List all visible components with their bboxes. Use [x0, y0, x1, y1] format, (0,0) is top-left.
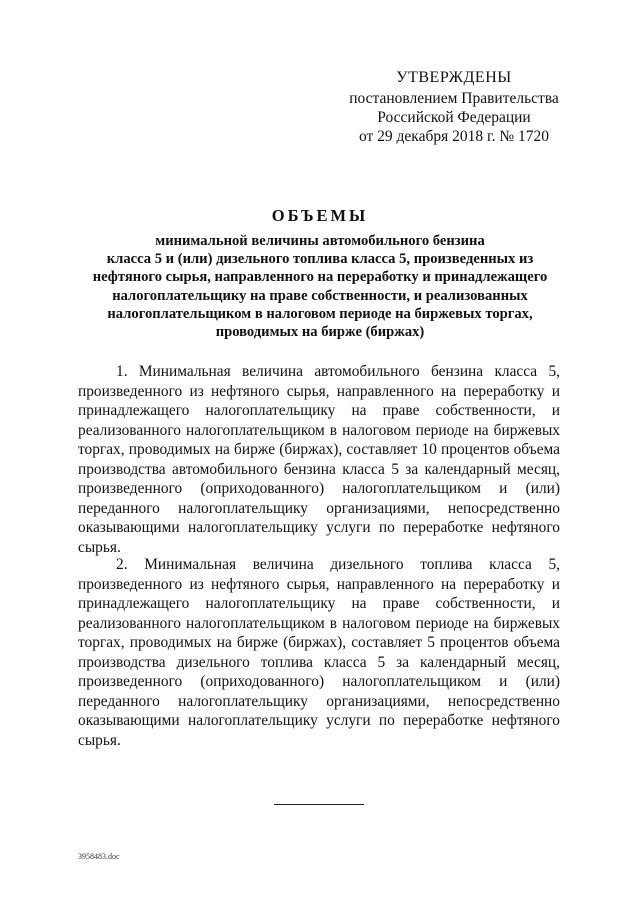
approval-line: постановлением Правительства — [349, 90, 559, 107]
paragraph-line: произведенного (оприходованного) налогоплательщиком и (или) — [78, 480, 560, 497]
end-divider — [274, 804, 364, 805]
subtitle-line: налогоплательщиком в налоговом периоде на биржевых торгах, — [107, 305, 533, 322]
paragraph-line: реализованного налогоплательщиком в налоговом периоде на биржевых — [78, 614, 560, 632]
approval-heading: УТВЕРЖДЕНЫ — [396, 69, 512, 86]
approval-line: Российской Федерации — [377, 109, 531, 126]
subtitle-line: нефтяного сырья, направленного на переработку и принадлежащего — [92, 269, 548, 286]
document-subtitle — [70, 232, 570, 341]
paragraph-line: оказывающими налогоплательщику услуги по переработке нефтяного — [78, 519, 560, 536]
subtitle-line: проводимых на бирже (биржах) — [215, 324, 425, 341]
paragraph-line: 2. Минимальная величина дизельного топлива класса 5, — [116, 556, 560, 573]
paragraph-line: торгах, проводимых на бирже (биржах), составляет 10 процентов объема — [78, 441, 560, 458]
subtitle-line: налогоплательщику на праве собственности, и реализованных — [112, 287, 528, 304]
approval-date-number: от 29 декабря 2018 г. № 1720 — [358, 128, 550, 145]
paragraph-line: сырья. — [78, 538, 121, 556]
subtitle-line: класса 5 и (или) дизельного топлива класса 5, произведенных из — [106, 251, 534, 268]
paragraph-line: 1. Минимальная величина автомобильного бензина класса 5, — [116, 363, 560, 380]
paragraph-line: производства дизельного топлива класса 5 за календарный месяц, — [78, 653, 560, 671]
paragraph-line: торгах, проводимых на бирже (биржах), составляет 5 процентов объема — [78, 634, 560, 651]
paragraph-diesel — [78, 555, 560, 750]
paragraph-line: переданного налогоплательщику организациями, непосредственно — [78, 692, 560, 710]
footer-filename: 3958483.doc — [78, 852, 120, 861]
document-title: ОБЪЕМЫ — [271, 206, 369, 225]
paragraph-line: произведенного из нефтяного сырья, направленного на переработку и — [78, 382, 560, 400]
paragraph-line: произведенного из нефтяного сырья, направленного на переработку и — [78, 575, 560, 593]
paragraph-line: производства автомобильного бензина класса 5 за календарный месяц, — [78, 460, 560, 478]
paragraph-line: оказывающими налогоплательщику услуги по переработке нефтяного — [78, 712, 560, 729]
paragraph-gasoline — [78, 362, 560, 557]
paragraph-line: произведенного (оприходованного) налогоплательщиком и (или) — [78, 673, 560, 690]
paragraph-line: реализованного налогоплательщиком в налоговом периоде на биржевых — [78, 421, 560, 439]
approval-block — [330, 68, 578, 146]
paragraph-line: принадлежащего налогоплательщику на праве собственности, и — [78, 595, 560, 612]
paragraph-line: принадлежащего налогоплательщику на праве собственности, и — [78, 402, 560, 419]
subtitle-line: минимальной величины автомобильного бензина — [155, 233, 485, 249]
paragraph-line: переданного налогоплательщику организациями, непосредственно — [78, 499, 560, 517]
paragraph-line: сырья. — [78, 731, 121, 749]
